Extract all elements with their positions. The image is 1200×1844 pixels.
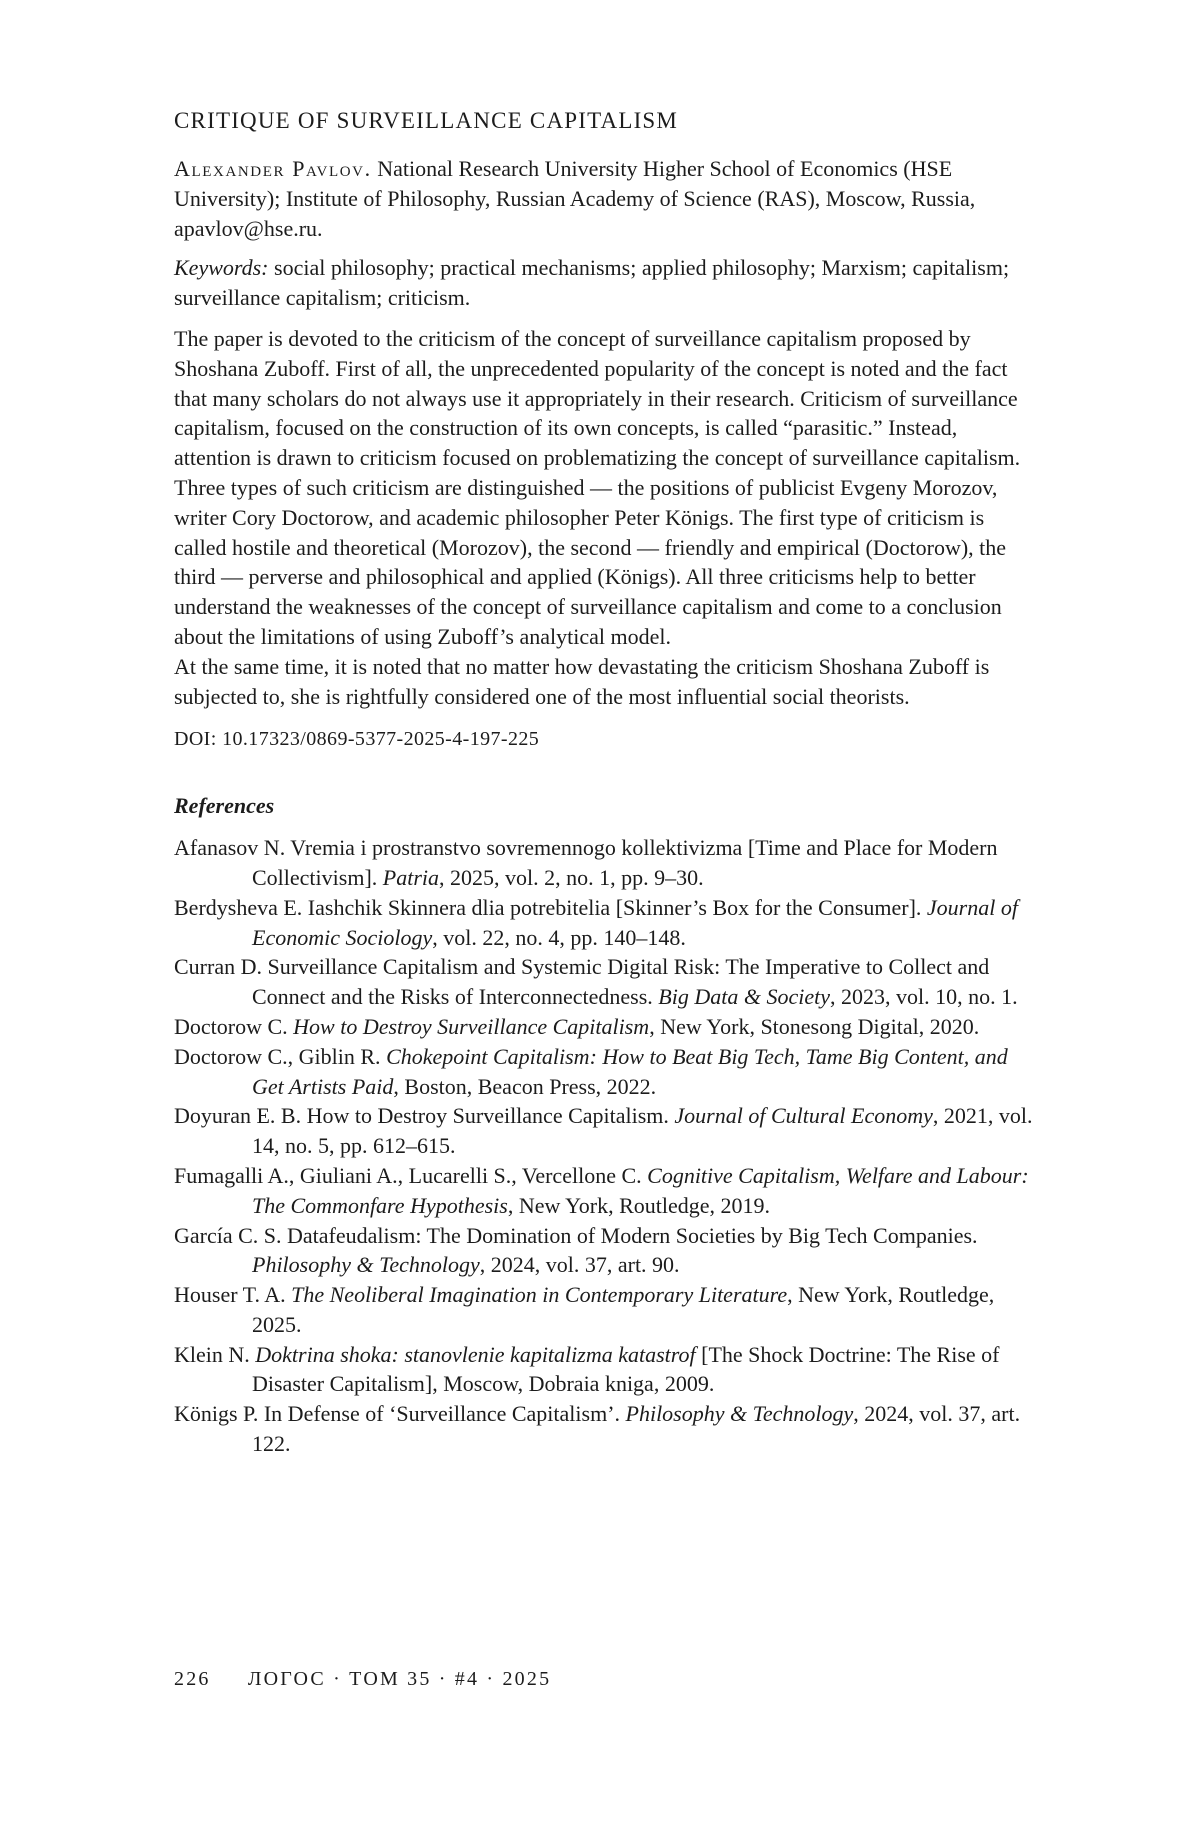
journal-running-head: ЛОГОС · ТОМ 35 · #4 · 2025 [247,1668,552,1690]
keywords-text: social philosophy; practical mechanisms; applied philosophy; Marxism; capitalism; surveillance capitalism; criticism. [174,255,1010,311]
reference-item: Klein N. Doktrina shoka: stanovlenie kapitalizma katastrof [The Shock Doctrine: The Rise of Disaster Capitalism], Moscow, Dobraia kniga, 2009. [174,1341,1000,1397]
page-number: 226 [174,1668,211,1690]
author-name: Alexander Pavlov. [174,156,372,181]
keywords [174,253,1034,313]
reference-item: Königs P. In Defense of ‘Surveillance Capitalism’. Philosophy & Technology, 2024, vol. 37, art. 122. [174,1401,1021,1457]
reference-item: García C. S. Datafeudalism: The Domination of Modern Societies by Big Tech Companies. Philosophy & Technology, 2024, vol. 37, art. 90. [174,1222,978,1278]
reference-item: Houser T. A. The Neoliberal Imagination in Contemporary Literature, New York, Routledge, 2025. [174,1282,995,1337]
reference-item: Fumagalli A., Giuliani A., Lucarelli S., Vercellone C. Cognitive Capitalism, Welfare and Labour: The Commonfare Hypothesis, New York, Routledge, 2019. [174,1162,1029,1218]
article-title: CRITIQUE OF SURVEILLANCE CAPITALISM [174,108,679,133]
references-heading: References [174,793,275,819]
article-page [174,108,1034,1459]
doi: DOI: 10.17323/0869-5377-2025-4-197-225 [174,728,540,751]
abstract [174,324,1034,711]
reference-item: Doctorow C., Giblin R. Chokepoint Capitalism: How to Beat Big Tech, Tame Big Content, and Get Artists Paid, Boston, Beacon Press, 2022. [174,1043,1008,1099]
abstract-paragraph: The paper is devoted to the criticism of the concept of surveillance capitalism proposed by Shoshana Zuboff. First of all, the unprecedented popularity of the concept is noted and the fact that many scholars do not always use it appropriately in their research. Criticism of surveillance capitalism, focused on the construction of its own concepts, is called “parasitic.” Instead, attention is drawn to criticism focused on problematizing the concept of surveillance capitalism. Three types of such criticism are distinguished — the positions of publicist Evgeny Morozov, writer Cory Doctorow, and academic philosopher Peter Königs. The first type of criticism is called hostile and theoretical (Morozov), the second — friendly and empirical (Doctorow), the third — perverse and philosophical and applied (Königs). All three criticisms help to better understand the weaknesses of the concept of surveillance capitalism and come to a conclusion about the limitations of using Zuboff’s analytical model. [174,325,1021,649]
page-footer [174,1668,551,1691]
author-affiliation: National Research University Higher School of Economics (HSE University); Institute of Philosophy, Russian Academy of Science (RAS), Moscow, Russia, apavlov@hse.ru. [174,156,976,241]
references-list [174,833,1034,1459]
reference-item: Doctorow C. How to Destroy Surveillance Capitalism, New York, Stonesong Digital, 2020. [174,1013,980,1039]
reference-item: Doyuran E. B. How to Destroy Surveillance Capitalism. Journal of Cultural Economy, 2021, vol. 14, no. 5, pp. 612–615. [174,1103,1033,1159]
reference-item: Curran D. Surveillance Capitalism and Systemic Digital Risk: The Imperative to Collect and Connect and the Risks of Interconnectedness. Big Data & Society, 2023, vol. 10, no. 1. [174,954,1018,1010]
reference-item: Afanasov N. Vremia i prostranstvo sovremennogo kollektivizma [Time and Place for Modern Collectivism]. Patria, 2025, vol. 2, no. 1, pp. 9–30. [174,835,998,890]
reference-item: Berdysheva E. Iashchik Skinnera dlia potrebitelia [Skinner’s Box for the Consumer]. Journal of Economic Sociology, vol. 22, no. 4, pp. 140–148. [174,894,1018,950]
keywords-label: Keywords: [174,255,269,281]
abstract-paragraph: At the same time, it is noted that no matter how devastating the criticism Shoshana Zuboff is subjected to, she is rightfully considered one of the most influential social theorists. [174,653,990,709]
author-block [174,154,1034,243]
